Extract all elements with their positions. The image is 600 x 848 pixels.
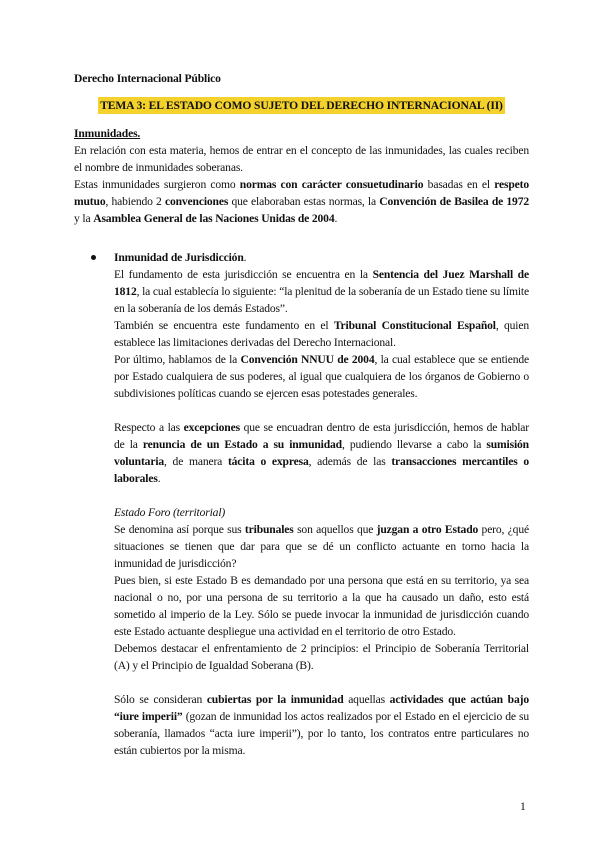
text-run: , quien establece las limitaciones derivadas del Derecho Internacional. bbox=[114, 319, 529, 349]
intro-paragraph-1: En relación con esta materia, hemos de entrar en el concepto de las inmunidades, las cuales reciben el nombre de inmunidades soberanas. bbox=[74, 144, 529, 174]
text-run: , la cual establecía lo siguiente: “la plenitud de la soberanía de un Estado tiene su límite en la soberanía de los demás Estados”. bbox=[114, 285, 529, 315]
text-run: También se encuentra este fundamento en el bbox=[114, 319, 334, 332]
text-run: son aquellos que bbox=[293, 523, 377, 536]
paragraph-iure-imperii bbox=[114, 691, 529, 759]
bullet-inmunidad-jurisdiccion bbox=[74, 249, 529, 759]
section-heading: Inmunidades. bbox=[74, 127, 141, 140]
text-run: Se denomina así porque sus bbox=[114, 523, 245, 536]
topic-title-highlighted: TEMA 3: EL ESTADO COMO SUJETO DEL DERECHO INTERNACIONAL (II) bbox=[100, 99, 503, 112]
bold-text: transacciones mercantiles o laborales bbox=[114, 455, 529, 485]
paragraph-principios: Debemos destacar el enfrentamiento de 2 principios: el Principio de Soberanía Territorial (A) y el Principio de Igualdad Soberana (B). bbox=[114, 642, 529, 672]
text-run: , la cual establece que se entiende por Estado cualquiera de sus poderes, al igual que cualquiera de los órganos de Gobierno o subdivisiones políticas cuando se ejercen esas potestades generales. bbox=[114, 353, 529, 400]
paragraph-excepciones bbox=[114, 419, 529, 487]
subheading-estado-foro: Estado Foro (territorial) bbox=[114, 506, 226, 519]
text-run: . bbox=[334, 212, 338, 225]
bold-text: convenciones bbox=[164, 195, 229, 208]
bold-text: juzgan a otro Estado bbox=[376, 523, 479, 536]
document-page bbox=[74, 70, 529, 759]
text-run: que elaboraban estas normas, la bbox=[228, 195, 380, 208]
text-run: El fundamento de esta jurisdicción se encuentra en la bbox=[114, 268, 373, 281]
bold-text: tribunales bbox=[244, 523, 294, 536]
bold-text: cubiertas por la inmunidad bbox=[206, 693, 344, 706]
text-run: , pudiendo llevarse a cabo la bbox=[341, 438, 487, 451]
paragraph-tribunal bbox=[114, 317, 529, 351]
text-run: Por último, hablamos de la bbox=[114, 353, 241, 366]
text-run: pero, ¿qué situaciones se tienen que dar para que se dé un conflicto actuante en torno hacia la inmunidad de jurisdicción? bbox=[114, 523, 529, 570]
text-run: que se encuadran dentro de esta jurisdicción, hemos de hablar de la bbox=[114, 421, 530, 451]
page-number: 1 bbox=[520, 800, 526, 813]
bold-text: normas con carácter consuetudinario bbox=[239, 178, 424, 191]
bold-text: Asamblea General de las Naciones Unidas de 2004 bbox=[93, 212, 335, 225]
text-run: Sólo se consideran bbox=[114, 693, 207, 706]
text-run: basadas en el bbox=[423, 178, 495, 191]
topic-heading bbox=[74, 97, 529, 114]
text-run: , habiendo 2 bbox=[105, 195, 165, 208]
paragraph-estado-b: Pues bien, si este Estado B es demandado por una persona que está en su territorio, ya sea nacional o no, por una persona de su territorio a la que ha causado un daño, esto está sometido al imperio de la Ley. Sólo se puede invocar la inmunidad de jurisdicción cuando este Estado actuante despliegue una actividad en el territorio de otro Estado. bbox=[114, 574, 529, 638]
bold-text: tácita o expresa bbox=[227, 455, 309, 468]
paragraph-marshall bbox=[114, 266, 529, 317]
paragraph-convencion bbox=[114, 351, 529, 402]
bold-text: Convención de Basilea de 1972 bbox=[379, 195, 529, 208]
bold-text: sumisión voluntaria bbox=[114, 438, 529, 468]
text-run: y la bbox=[74, 212, 94, 225]
bullet-heading: Inmunidad de Jurisdicción. bbox=[114, 251, 247, 264]
course-title: Derecho Internacional Público bbox=[74, 72, 221, 85]
text-run: Respecto a las bbox=[114, 421, 184, 434]
bold-text: Tribunal Constitucional Español bbox=[333, 319, 496, 332]
bold-text: actividades que actúan bajo “iure imperii” bbox=[114, 693, 529, 723]
bold-text: respeto mutuo bbox=[74, 178, 529, 208]
bold-text: Sentencia del Juez Marshall de 1812 bbox=[114, 268, 529, 298]
paragraph-tribunales bbox=[114, 521, 529, 572]
text-run: . bbox=[157, 472, 161, 485]
text-run: , de manera bbox=[164, 455, 228, 468]
text-run: aquellas bbox=[343, 693, 390, 706]
bold-text: excepciones bbox=[183, 421, 240, 434]
bold-text: Convención NNUU de 2004 bbox=[240, 353, 375, 366]
text-run: Estas inmunidades surgieron como bbox=[74, 178, 240, 191]
bold-text: renuncia de un Estado a su inmunidad bbox=[142, 438, 342, 451]
text-run: (gozan de inmunidad los actos realizados por el Estado en el ejercicio de su soberanía, llamados “acta iure imperii”), por lo tanto, los contratos entre particulares no están cubiertos por la misma. bbox=[114, 710, 529, 757]
text-run: , además de las bbox=[308, 455, 392, 468]
intro-paragraph-2 bbox=[74, 176, 529, 227]
bullet-point-icon bbox=[91, 255, 96, 260]
